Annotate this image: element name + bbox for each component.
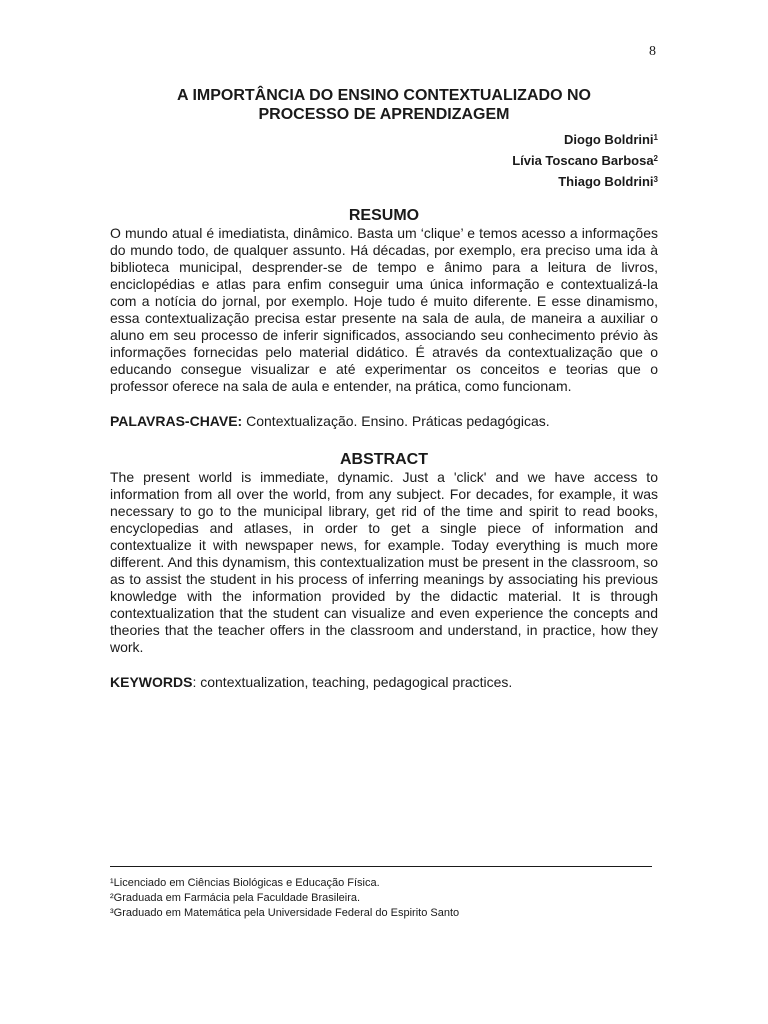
- resumo-keywords-text: Contextualização. Ensino. Práticas pedagógicas.: [242, 413, 550, 429]
- author-list: [110, 128, 658, 191]
- title-line-1: A IMPORTÂNCIA DO ENSINO CONTEXTUALIZADO NO: [177, 87, 591, 104]
- author-footnote-mark: 1: [653, 133, 658, 142]
- title-line-2: PROCESSO DE APRENDIZAGEM: [258, 106, 510, 123]
- footnote-divider: [110, 866, 652, 867]
- author-footnote-mark: 3: [653, 175, 658, 184]
- paper-body: [110, 86, 658, 691]
- abstract-text: The present world is immediate, dynamic. Just a 'click' and we have access to information from all over the world, from any subject. For decades, for example, it was necessary to go to the municipal library, get rid of the time and spirit to read books, encyclopedias and atlases, in order to get a single piece of information and contextualize it with newspaper news, for example. Today everything is much more different. And this dynamism, this contextualization must be present in the classroom, so as to assist the student in his process of inferring meanings by associating his previous knowledge with the information provided by the didactic material. It is through contextualization that the student can visualize and even experience the concepts and theories that the teacher offers in the classroom and understand, in practice, how they work.: [110, 469, 658, 655]
- abstract-keywords-text: : contextualization, teaching, pedagogical practices.: [192, 674, 513, 690]
- footnotes: [110, 876, 459, 921]
- resumo-heading: RESUMO: [348, 207, 420, 224]
- paper-title: [110, 86, 658, 124]
- footnote: ¹Licenciado em Ciências Biológicas e Educação Física.: [110, 877, 380, 889]
- footnote: ³Graduado em Matemática pela Universidade Federal do Espirito Santo: [110, 907, 460, 919]
- author-footnote-mark: 2: [653, 154, 658, 163]
- author: [110, 128, 658, 149]
- resumo-keywords-label: PALAVRAS-CHAVE:: [110, 413, 243, 429]
- footnote: ²Graduada em Farmácia pela Faculdade Brasileira.: [110, 892, 361, 904]
- author-name: Thiago Boldrini: [558, 174, 654, 189]
- resumo-keywords: [110, 413, 658, 430]
- author: [110, 149, 658, 170]
- abstract-keywords-label: KEYWORDS: [110, 674, 193, 690]
- abstract-heading: ABSTRACT: [340, 451, 428, 468]
- author-name: Lívia Toscano Barbosa: [512, 153, 654, 168]
- resumo-text: O mundo atual é imediatista, dinâmico. Basta um ‘clique’ e temos acesso a informações do mundo todo, de qualquer assunto. Há décadas, por exemplo, era preciso uma ida à biblioteca municipal, desprender-se de tempo e ânimo para a leitura de livros, enciclopédias e atlas para enfim conseguir uma única informação e contextualizá-la com a notícia do jornal, por exemplo. Hoje tudo é muito diferente. E esse dinamismo, essa contextualização precisa estar presente na sala de aula, de maneira a auxiliar o aluno em seu processo de inferir significados, associando seu conhecimento prévio às informações fornecidas pelo material didático. É através da contextualização que o educando consegue visualizar e até experimentar os conceitos e teorias que o professor oferece na sala de aula e entender, na prática, como funcionam.: [110, 225, 658, 394]
- author-name: Diogo Boldrini: [564, 132, 654, 147]
- author: [110, 170, 658, 191]
- abstract-keywords: [110, 674, 658, 691]
- page-number: 8: [649, 44, 656, 59]
